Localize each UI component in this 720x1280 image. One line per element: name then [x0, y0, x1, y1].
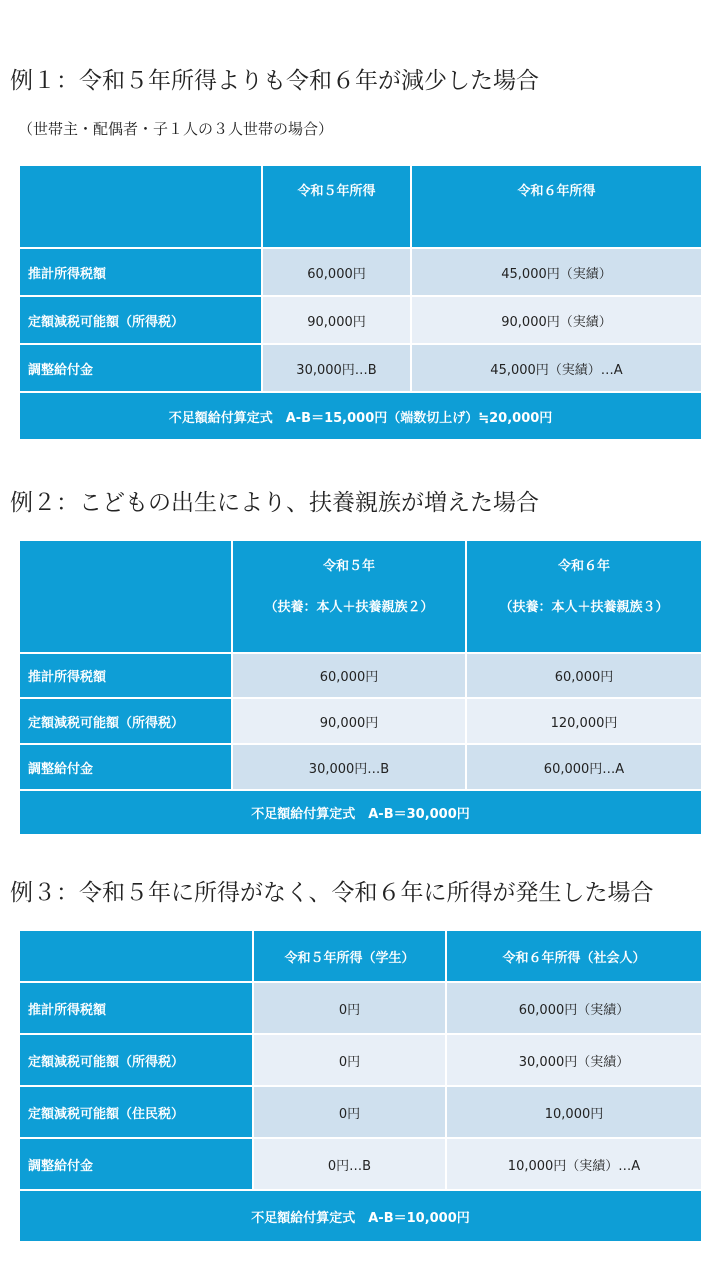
table-row	[19, 344, 702, 392]
cell-value: 90,000円	[232, 698, 466, 744]
header-r5-income-student: 令和５年所得（学生）	[253, 930, 446, 982]
table-row	[19, 744, 702, 790]
table-row	[19, 698, 702, 744]
cell-value: 90,000円	[262, 296, 411, 344]
cell-value: 120,000円	[466, 698, 702, 744]
header-blank	[19, 165, 262, 248]
cell-value: 45,000円（実績）…A	[411, 344, 702, 392]
cell-value: 0円…B	[253, 1138, 446, 1190]
header-r6-year: 令和６年	[557, 559, 610, 574]
example-3-table	[18, 929, 703, 1243]
header-r6-income-worker: 令和６年所得（社会人）	[446, 930, 702, 982]
header-r5	[232, 540, 466, 653]
header-r5-dependents: （扶養：本人＋扶養親族２）	[264, 600, 434, 615]
row-label: 定額減税可能額（所得税）	[19, 1034, 253, 1086]
cell-value: 0円	[253, 1034, 446, 1086]
example-3-heading: 例３：令和５年に所得がなく、令和６年に所得が発生した場合	[10, 880, 654, 906]
header-r5-year: 令和５年	[322, 559, 375, 574]
row-label: 調整給付金	[19, 744, 232, 790]
table-row	[19, 1034, 702, 1086]
cell-value: 60,000円（実績）	[446, 982, 702, 1034]
row-label: 定額減税可能額（所得税）	[19, 296, 262, 344]
header-r5-income: 令和５年所得	[262, 165, 411, 248]
row-label: 推計所得税額	[19, 982, 253, 1034]
header-r6-dependents: （扶養：本人＋扶養親族３）	[499, 600, 669, 615]
row-label: 推計所得税額	[19, 653, 232, 698]
header-r6	[466, 540, 702, 653]
total-formula: 不足額給付算定式 A-B＝10,000円	[19, 1190, 702, 1242]
cell-value: 10,000円	[446, 1086, 702, 1138]
cell-value: 30,000円（実績）	[446, 1034, 702, 1086]
total-formula: 不足額給付算定式 A-B＝15,000円（端数切上げ）≒20,000円	[19, 392, 702, 440]
cell-value: 60,000円	[232, 653, 466, 698]
example-1-table	[18, 164, 703, 441]
header-r6-income: 令和６年所得	[411, 165, 702, 248]
table-row	[19, 296, 702, 344]
cell-value: 60,000円…A	[466, 744, 702, 790]
total-row	[19, 392, 702, 440]
table-header-row	[19, 165, 702, 248]
total-row	[19, 790, 702, 835]
row-label: 定額減税可能額（住民税）	[19, 1086, 253, 1138]
row-label: 調整給付金	[19, 1138, 253, 1190]
table-row	[19, 248, 702, 296]
example-2-heading: 例２：こどもの出生により、扶養親族が増えた場合	[10, 490, 539, 516]
cell-value: 30,000円…B	[232, 744, 466, 790]
row-label: 推計所得税額	[19, 248, 262, 296]
total-formula: 不足額給付算定式 A-B＝30,000円	[19, 790, 702, 835]
cell-value: 0円	[253, 982, 446, 1034]
table-row	[19, 1138, 702, 1190]
cell-value: 10,000円（実績）…A	[446, 1138, 702, 1190]
example-2-table	[18, 539, 703, 836]
cell-value: 30,000円…B	[262, 344, 411, 392]
table-header-row	[19, 540, 702, 653]
cell-value: 0円	[253, 1086, 446, 1138]
table-row	[19, 982, 702, 1034]
table-row	[19, 653, 702, 698]
header-blank	[19, 540, 232, 653]
table-header-row	[19, 930, 702, 982]
header-blank	[19, 930, 253, 982]
cell-value: 90,000円（実績）	[411, 296, 702, 344]
cell-value: 60,000円	[262, 248, 411, 296]
cell-value: 45,000円（実績）	[411, 248, 702, 296]
row-label: 定額減税可能額（所得税）	[19, 698, 232, 744]
table-row	[19, 1086, 702, 1138]
row-label: 調整給付金	[19, 344, 262, 392]
example-1-note: （世帯主・配偶者・子１人の３人世帯の場合）	[18, 120, 334, 138]
total-row	[19, 1190, 702, 1242]
example-1-heading: 例１：令和５年所得よりも令和６年が減少した場合	[10, 68, 539, 94]
cell-value: 60,000円	[466, 653, 702, 698]
